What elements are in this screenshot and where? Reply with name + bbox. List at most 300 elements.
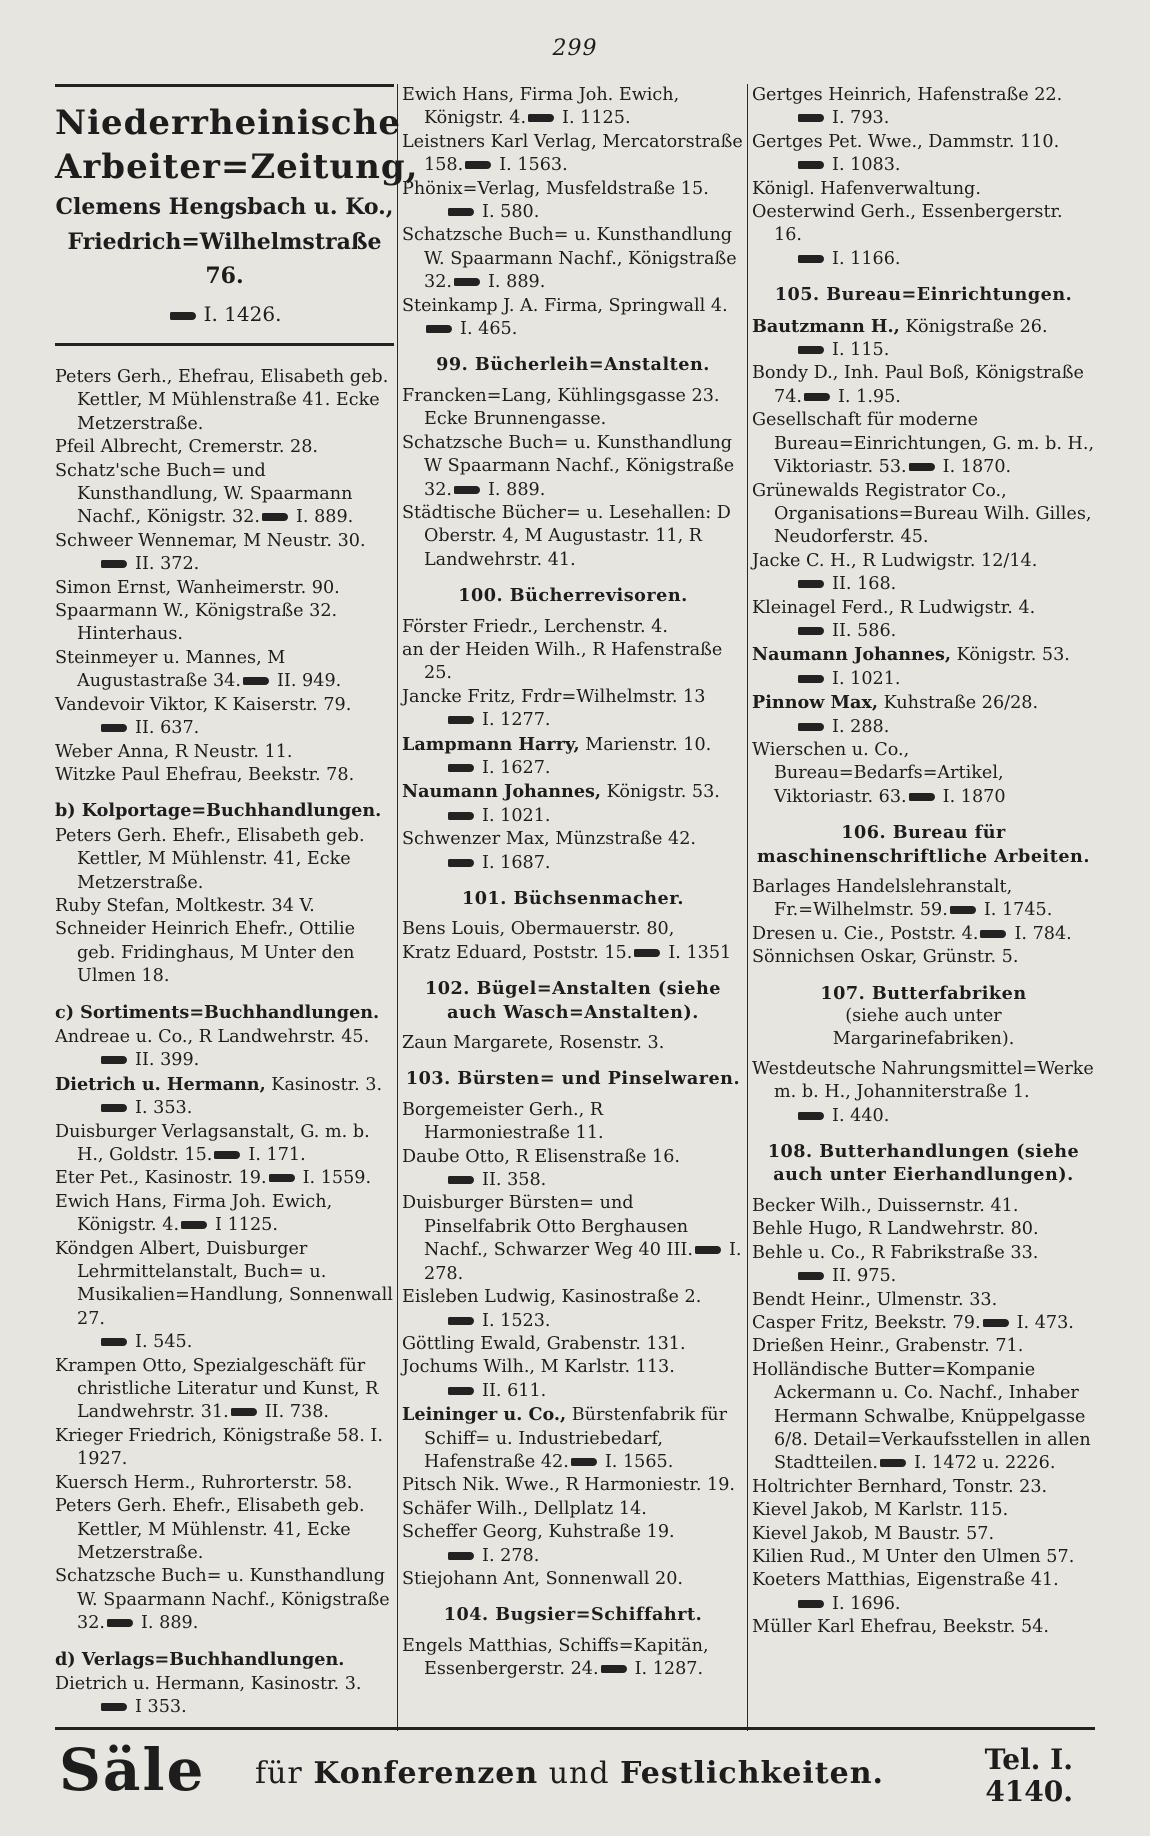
telephone-line — [424, 805, 744, 828]
entry-list — [402, 1032, 744, 1055]
ad-publisher: Clemens Hengsbach u. Ko., — [55, 194, 394, 220]
telephone-number: I. 473. — [1016, 1312, 1074, 1333]
entry-text: Dietrich u. Hermann, Kasinostr. 3. — [55, 1673, 362, 1694]
directory-entry — [55, 825, 394, 895]
hand-pointer-telephone-icon — [798, 346, 824, 354]
entry-text: Scheffer Georg, Kuhstraße 19. — [402, 1522, 675, 1543]
telephone-number: I. 171. — [248, 1145, 306, 1165]
directory-entry — [752, 643, 1095, 691]
entry-text: Behle Hugo, R Landwehrstr. 80. — [752, 1219, 1039, 1240]
entry-text: Müller Karl Ehefrau, Beekstr. 54. — [752, 1617, 1049, 1638]
hand-pointer-telephone-icon — [695, 1246, 721, 1254]
directory-entry — [752, 739, 1095, 809]
directory-entry — [55, 600, 394, 647]
directory-entry — [402, 1032, 744, 1055]
directory-entry — [402, 131, 744, 178]
section-heading-104: 104. Bugsier=Schiffahrt. — [443, 1604, 703, 1626]
entry-text: Bondy D., Inh. Paul Boß, Königstraße 74. — [752, 363, 1084, 407]
directory-entry — [402, 686, 744, 733]
hand-pointer-telephone-icon — [909, 793, 935, 801]
telephone-number: I. 1351 — [668, 942, 732, 963]
directory-entry — [55, 895, 394, 918]
telephone-line — [424, 1545, 744, 1568]
telephone-number: I. 440. — [832, 1105, 890, 1126]
entry-text: Kratz Eduard, Poststr. 15. — [402, 942, 633, 963]
directory-entry — [402, 828, 744, 875]
entry-list — [752, 315, 1095, 810]
entry-list — [55, 366, 394, 787]
entry-text: Zaun Margarete, Rosenstr. 3. — [402, 1033, 665, 1054]
entry-text: Ewich Hans, Firma Joh. Ewich, Königstr. 4. — [402, 85, 680, 129]
telephone-number: I. 793. — [832, 108, 890, 129]
directory-entry — [402, 1333, 744, 1356]
hand-pointer-telephone-icon — [571, 1458, 597, 1466]
telephone-number: I. 1627. — [482, 757, 551, 778]
hand-pointer-telephone-icon — [798, 723, 824, 731]
directory-entry — [402, 84, 744, 131]
telephone-line — [424, 201, 744, 224]
directory-entry — [752, 480, 1095, 550]
entry-text: Stiejohann Ant, Sonnenwall 20. — [402, 1568, 684, 1589]
directory-entry — [752, 691, 1095, 739]
directory-entry — [752, 1289, 1095, 1312]
telephone-number: II. 399. — [135, 1050, 200, 1071]
directory-entry — [752, 1242, 1095, 1289]
directory-entry — [55, 1026, 394, 1073]
entry-text: Becker Wilh., Duissernstr. 41. — [752, 1195, 1019, 1216]
directory-entry — [55, 1472, 394, 1495]
directory-entry — [752, 409, 1095, 479]
telephone-number: I. 353. — [135, 1098, 193, 1119]
entry-text: Peters Gerh. Ehefr., Elisabeth geb. Kettler, M Mühlenstr. 41, Ecke Metzerstraße. — [55, 1496, 365, 1563]
telephone-number: I. 1287. — [634, 1659, 704, 1680]
telephone-number: I. 465. — [460, 319, 518, 340]
telephone-number: I. 889. — [140, 1613, 199, 1634]
entry-text: Weber Anna, R Neustr. 11. — [55, 741, 293, 762]
entry-text: Schneider Heinrich Ehefr., Ottilie geb. Fridinghaus, M Unter den Ulmen 18. — [55, 919, 356, 987]
entry-text: Simon Ernst, Wanheimerstr. 90. — [55, 577, 340, 598]
column-rule-right — [747, 84, 748, 1731]
hand-pointer-telephone-icon — [448, 716, 474, 724]
telephone-line — [774, 154, 1095, 177]
directory-entry — [55, 1355, 394, 1425]
ad-title-line-1: Niederrheinische — [55, 103, 401, 143]
directory-entry — [402, 385, 744, 432]
entry-text: an der Heiden Wilh., R Hafenstraße 25. — [402, 639, 723, 684]
telephone-line — [77, 1696, 394, 1719]
entry-text: Köndgen Albert, Duisburger Lehrmittelanstalt, Buch= u. Musikalien=Handlung, Sonnenwall 27. — [55, 1238, 393, 1329]
directory-entry — [55, 366, 394, 436]
telephone-number: I. 1083. — [832, 155, 901, 176]
entry-text: Engels Matthias, Schiffs=Kapitän, Essenbergerstr. 24. — [402, 1635, 709, 1680]
entry-list — [752, 1195, 1095, 1640]
footer-tagline: für Konferenzen und Festlichkeiten. — [255, 1756, 884, 1791]
directory-entry — [402, 1356, 744, 1403]
section-heading-103: 103. Bürsten= und Pinselwaren. — [405, 1068, 741, 1090]
footer-telephone: Tel. I. 4140. — [984, 1743, 1073, 1808]
entry-text: Krieger Friedrich, Königstraße 58. I. 1927. — [55, 1425, 383, 1470]
telephone-number: I 353. — [135, 1697, 187, 1718]
directory-entry — [402, 295, 744, 342]
entry-list — [752, 1058, 1095, 1128]
directory-entry — [752, 1359, 1095, 1476]
telephone-number: I. 1745. — [983, 900, 1053, 921]
directory-entry — [752, 946, 1095, 969]
directory-entry — [55, 741, 394, 764]
telephone-line — [774, 1105, 1095, 1128]
directory-entry — [752, 1499, 1095, 1522]
hand-pointer-telephone-icon — [101, 1104, 127, 1112]
telephone-number: I. 1559. — [302, 1168, 372, 1189]
entry-text: Krampen Otto, Spezialgeschäft für christliche Literatur und Kunst, R Landwehrstr. 31. — [55, 1355, 379, 1423]
entry-text: Bendt Heinr., Ulmenstr. 33. — [752, 1289, 998, 1310]
telephone-number: I. 1472 u. 2226. — [914, 1453, 1056, 1474]
telephone-number: I. 115. — [832, 340, 890, 361]
entry-text: Pfeil Albrecht, Cremerstr. 28. — [55, 437, 318, 458]
telephone-number: I. 1166. — [832, 248, 901, 269]
entry-text: Steinkamp J. A. Firma, Springwall 4. — [402, 295, 728, 316]
telephone-number: I. 1523. — [482, 1310, 551, 1331]
telephone-number: I. 1277. — [482, 710, 551, 731]
column-2 — [402, 84, 744, 1682]
entry-text: Ewich Hans, Firma Joh. Ewich, Königstr. 4. — [55, 1191, 333, 1236]
directory-entry — [55, 436, 394, 459]
entry-text: Schatz'sche Buch= und Kunsthandlung, W. Spaarmann Nachf., Königstr. 32. — [55, 460, 353, 528]
entry-text: Borgemeister Gerh., R Harmoniestraße 11. — [402, 1099, 604, 1144]
entry-text: Holtrichter Bernhard, Tonstr. 23. — [752, 1476, 1048, 1497]
telephone-number: I. 1.95. — [837, 386, 901, 407]
telephone-line — [77, 717, 394, 740]
directory-entry — [752, 201, 1095, 271]
directory-entry — [55, 1425, 394, 1472]
telephone-number: II. 168. — [832, 574, 897, 595]
telephone-number: II. 372. — [135, 554, 200, 575]
ad-title-line-2: Arbeiter=Zeitung, — [55, 147, 419, 187]
directory-entry — [752, 597, 1095, 644]
entry-text: Westdeutsche Nahrungsmittel=Werke m. b. H., Johanniterstraße 1. — [752, 1058, 1094, 1103]
section-heading-99: 99. Bücherleih=Anstalten. — [436, 354, 710, 376]
entry-list — [752, 876, 1095, 970]
directory-entry — [402, 942, 744, 965]
entry-text: Drießen Heinr., Grabenstr. 71. — [752, 1336, 1024, 1357]
telephone-line — [774, 1265, 1095, 1288]
entry-text: Königl. Hafenverwaltung. — [752, 178, 981, 199]
hand-pointer-telephone-icon — [101, 1338, 127, 1346]
directory-entry — [55, 1073, 394, 1121]
hand-pointer-telephone-icon — [426, 325, 452, 333]
telephone-number: I. 889. — [487, 479, 546, 500]
telephone-line — [424, 852, 744, 875]
directory-entry — [752, 315, 1095, 363]
entry-text: Schatzsche Buch= u. Kunsthandlung W Spaarmann Nachf., Königstraße 32. — [402, 432, 735, 500]
entry-list — [55, 1673, 394, 1720]
directory-entry — [55, 764, 394, 787]
entry-list — [402, 1099, 744, 1592]
telephone-number: I. 580. — [482, 202, 540, 223]
telephone-line — [77, 553, 394, 576]
entry-text: Phönix=Verlag, Musfeldstraße 15. — [402, 178, 709, 199]
hand-pointer-telephone-icon — [798, 627, 824, 635]
directory-entry — [55, 647, 394, 694]
section-heading-101: 101. Büchsenmacher. — [461, 888, 685, 909]
telephone-number: II. 611. — [482, 1380, 547, 1401]
hand-pointer-telephone-icon — [269, 1174, 295, 1182]
hand-pointer-telephone-icon — [798, 580, 824, 588]
entry-text: Casper Fritz, Beekstr. 79. — [752, 1312, 981, 1333]
entry-text: Jacke C. H., R Ludwigstr. 12/14. — [752, 550, 1038, 571]
hand-pointer-telephone-icon — [101, 724, 127, 732]
entry-text: Daube Otto, R Elisenstraße 16. — [402, 1146, 680, 1167]
directory-entry — [402, 616, 744, 639]
entry-text: Andreae u. Co., R Landwehrstr. 45. — [55, 1026, 370, 1047]
hand-pointer-telephone-icon — [243, 677, 269, 685]
directory-entry — [402, 1498, 744, 1521]
entry-text: Peters Gerh., Ehefrau, Elisabeth geb. Kettler, M Mühlenstraße 41. Ecke Metzerstraße. — [55, 367, 389, 434]
entry-text: Schäfer Wilh., Dellplatz 14. — [402, 1498, 647, 1519]
hand-pointer-telephone-icon — [262, 513, 288, 521]
telephone-line — [77, 1097, 394, 1120]
telephone-line — [424, 709, 744, 732]
telephone-number: I. 288. — [832, 716, 890, 737]
entry-text: Jancke Fritz, Frdr=Wilhelmstr. 13 — [402, 686, 706, 707]
hand-pointer-telephone-icon — [454, 486, 480, 494]
entry-list — [402, 616, 744, 875]
telephone-number: II. 738. — [264, 1402, 329, 1423]
hand-pointer-telephone-icon — [528, 114, 554, 122]
directory-entry — [402, 1192, 744, 1286]
column-3 — [752, 84, 1095, 1640]
entry-text: Schatzsche Buch= u. Kunsthandlung W. Spaarmann Nachf., Königstraße 32. — [55, 1566, 390, 1634]
section-heading-108: 108. Butterhandlungen (siehe auch unter Eierhandlungen). — [767, 1141, 1080, 1186]
hand-pointer-telephone-icon — [880, 1459, 906, 1467]
entry-text: Duisburger Verlagsanstalt, G. m. b. H., Goldstr. 15. — [55, 1121, 370, 1165]
directory-entry — [752, 1312, 1095, 1335]
telephone-number: I. 1870. — [942, 457, 1012, 478]
telephone-number: I. 1696. — [832, 1593, 901, 1614]
entry-text: Duisburger Bürsten= und Pinselfabrik Otto Berghausen Nachf., Schwarzer Weg 40 III. — [402, 1193, 693, 1261]
directory-entry — [752, 550, 1095, 597]
telephone-number: I. 889. — [295, 507, 354, 528]
directory-entry — [752, 1195, 1095, 1218]
telephone-number: I. 784. — [1014, 923, 1072, 944]
telephone-number: I. 1563. — [499, 155, 568, 176]
hand-pointer-telephone-icon — [448, 1387, 474, 1395]
entry-text: Kleinagel Ferd., R Ludwigstr. 4. — [752, 597, 1036, 618]
telephone-number: I. 1870 — [942, 786, 1006, 807]
telephone-line — [774, 248, 1095, 271]
telephone-number: II. 358. — [482, 1170, 547, 1191]
entry-text: Dietrich u. Hermann, Kasinostr. 3. — [55, 1073, 383, 1095]
telephone-line — [424, 757, 744, 780]
hand-pointer-telephone-icon — [950, 906, 976, 914]
directory-entry — [752, 1058, 1095, 1128]
entry-text: Francken=Lang, Kühlingsgasse 23. Ecke Brunnengasse. — [402, 385, 720, 430]
column-rule-left — [397, 84, 398, 1731]
hand-pointer-telephone-icon — [101, 1703, 127, 1711]
directory-entry — [402, 918, 744, 941]
entry-text: Pinnow Max, Kuhstraße 26/28. — [752, 692, 1039, 714]
directory-entry — [402, 780, 744, 828]
telephone-number: I. 278. — [482, 1545, 540, 1566]
hand-pointer-telephone-icon — [909, 463, 935, 471]
hand-pointer-telephone-icon — [214, 1151, 240, 1159]
hand-pointer-telephone-icon — [798, 675, 824, 683]
entry-text: Jochums Wilh., M Karlstr. 113. — [402, 1357, 675, 1378]
entry-text: Leistners Karl Verlag, Mercatorstraße 158. — [402, 131, 743, 176]
telephone-number: I. 1021. — [482, 805, 551, 826]
directory-entry — [752, 1335, 1095, 1358]
entry-text: Naumann Johannes, Königstr. 53. — [402, 781, 720, 803]
hand-pointer-telephone-icon — [448, 208, 474, 216]
entry-text: Bautzmann H., Königstraße 26. — [752, 315, 1048, 337]
entry-text: Eter Pet., Kasinostr. 19. — [55, 1168, 267, 1189]
hand-pointer-telephone-icon — [107, 1619, 133, 1627]
directory-entry — [402, 502, 744, 572]
telephone-number: II. 949. — [276, 671, 342, 692]
section-heading-105: 105. Bureau=Einrichtungen. — [774, 284, 1073, 306]
directory-entry — [402, 1099, 744, 1146]
entry-text: Grünewalds Registrator Co., Organisations=Bureau Wilh. Gilles, Neudorferstr. 45. — [752, 480, 1092, 548]
entry-text: Koeters Matthias, Eigenstraße 41. — [752, 1570, 1059, 1591]
entry-text: Kilien Rud., M Unter den Ulmen 57. — [752, 1546, 1075, 1567]
directory-entry — [402, 639, 744, 686]
section-heading-102: 102. Bügel=Anstalten (siehe auch Wasch=Anstalten). — [425, 978, 721, 1023]
telephone-line — [774, 620, 1095, 643]
directory-entry — [402, 1146, 744, 1193]
hand-pointer-telephone-icon — [465, 161, 491, 169]
telephone-number: I. 1565. — [604, 1451, 674, 1472]
directory-entry — [752, 362, 1095, 409]
subsection-heading-d: d) Verlags=Buchhandlungen. — [55, 1648, 345, 1670]
directory-entry — [55, 1673, 394, 1720]
hand-pointer-telephone-icon — [454, 278, 480, 286]
telephone-line — [424, 1310, 744, 1333]
entry-list — [55, 825, 394, 989]
hand-pointer-telephone-icon — [181, 1221, 207, 1229]
directory-entry — [402, 733, 744, 781]
footer-headline: Säle — [59, 1736, 206, 1804]
section-subheading-107: (siehe auch unter Margarinefabriken). — [832, 1006, 1015, 1050]
directory-entry — [402, 1521, 744, 1568]
entry-text: Ruby Stefan, Moltkestr. 34 V. — [55, 895, 315, 916]
telephone-number: I 1125. — [215, 1215, 278, 1236]
directory-entry — [402, 1635, 744, 1682]
directory-entry — [752, 1616, 1095, 1639]
hand-pointer-telephone-icon — [170, 312, 196, 320]
directory-entry — [55, 530, 394, 577]
hand-pointer-telephone-icon — [798, 1600, 824, 1608]
directory-entry — [55, 577, 394, 600]
entry-text: Peters Gerh. Ehefr., Elisabeth geb. Kettler, M Mühlenstr. 41, Ecke Metzerstraße. — [55, 825, 365, 893]
directory-entry — [752, 876, 1095, 923]
telephone-line — [774, 339, 1095, 362]
entry-text: Gertges Heinrich, Hafenstraße 22. — [752, 85, 1063, 105]
entry-text: Dresen u. Cie., Poststr. 4. — [752, 923, 979, 944]
hand-pointer-telephone-icon — [798, 1112, 824, 1120]
entry-text: Göttling Ewald, Grabenstr. 131. — [402, 1333, 686, 1354]
directory-entry — [752, 923, 1095, 946]
directory-entry — [752, 1569, 1095, 1616]
directory-entry — [55, 694, 394, 741]
telephone-number: I. 889. — [487, 272, 546, 293]
hand-pointer-telephone-icon — [798, 114, 824, 122]
directory-entry — [55, 1121, 394, 1168]
telephone-number: I. 1021. — [832, 668, 901, 689]
directory-entry — [402, 1474, 744, 1497]
telephone-line — [774, 668, 1095, 691]
hand-pointer-telephone-icon — [448, 859, 474, 867]
directory-entry — [402, 178, 744, 225]
entry-text: Eisleben Ludwig, Kasinostraße 2. — [402, 1287, 702, 1308]
directory-entry — [752, 84, 1095, 131]
column-1 — [55, 84, 419, 1720]
directory-entry — [55, 1191, 394, 1238]
directory-entry — [55, 460, 394, 530]
directory-entry — [55, 1565, 394, 1635]
telephone-line — [77, 1331, 394, 1354]
directory-entry — [752, 1523, 1095, 1546]
telephone-number: I. 278. — [424, 1240, 742, 1284]
entry-text: Schwenzer Max, Münzstraße 42. — [402, 829, 697, 850]
telephone-line — [774, 107, 1095, 130]
entry-text: Lampmann Harry, Marienstr. 10. — [402, 733, 712, 755]
entry-text: Steinmeyer u. Mannes, M Augustastraße 34. — [55, 647, 286, 692]
entry-text: Holländische Butter=Kompanie Ackermann u. Co. Nachf., Inhaber Hermann Schwalbe, Knüppelgasse 6/8. Detail=Verkaufsstellen in allen Stadtteilen. — [752, 1359, 1091, 1474]
entry-list — [402, 1635, 744, 1682]
entry-text: Schweer Wennemar, M Neustr. 30. — [55, 530, 366, 551]
hand-pointer-telephone-icon — [634, 949, 660, 957]
directory-entry — [55, 918, 394, 988]
entry-text: Gertges Pet. Wwe., Dammstr. 110. — [752, 131, 1060, 152]
section-heading-106: 106. Bureau für maschinenschriftliche Arbeiten. — [757, 822, 1090, 867]
hand-pointer-telephone-icon — [448, 1552, 474, 1560]
entry-text: Witzke Paul Ehefrau, Beekstr. 78. — [55, 764, 355, 785]
entry-list — [402, 918, 744, 965]
entry-text: Förster Friedr., Lerchenstr. 4. — [402, 616, 668, 637]
telephone-line — [424, 1380, 744, 1403]
telephone-number: I. 1687. — [482, 852, 551, 873]
directory-entry — [752, 178, 1095, 201]
newspaper-advertisement — [55, 84, 419, 346]
directory-entry — [402, 1568, 744, 1591]
directory-entry — [55, 1167, 394, 1190]
entry-text: Leininger u. Co., Bürstenfabrik für Schiff= u. Industriebedarf, Hafenstraße 42. — [402, 1404, 728, 1472]
directory-entry — [752, 1476, 1095, 1499]
entry-text: Kuersch Herm., Ruhrorterstr. 58. — [55, 1472, 353, 1493]
hand-pointer-telephone-icon — [448, 812, 474, 820]
directory-entry — [55, 1238, 394, 1355]
entry-list — [402, 385, 744, 572]
hand-pointer-telephone-icon — [983, 1319, 1009, 1327]
entry-text: Bens Louis, Obermauerstr. 80, — [402, 919, 675, 940]
hand-pointer-telephone-icon — [231, 1408, 257, 1416]
entry-text: Schatzsche Buch= u. Kunsthandlung W. Spaarmann Nachf., Königstraße 32. — [402, 225, 737, 293]
telephone-number: II. 637. — [135, 718, 200, 739]
telephone-number: I. 545. — [135, 1332, 193, 1353]
entry-text: Oesterwind Gerh., Essenbergerstr. 16. — [752, 202, 1063, 246]
directory-entry — [55, 1495, 394, 1565]
directory-entry — [402, 1286, 744, 1333]
telephone-line — [774, 716, 1095, 739]
entry-text: Pitsch Nik. Wwe., R Harmoniestr. 19. — [402, 1475, 736, 1496]
telephone-line — [774, 573, 1095, 596]
entry-list — [752, 84, 1095, 271]
ad-address: Friedrich=Wilhelmstraße 76. — [67, 229, 382, 289]
page-number: 299 — [552, 36, 598, 61]
hand-pointer-telephone-icon — [101, 1056, 127, 1064]
hand-pointer-telephone-icon — [448, 764, 474, 772]
footer-advertisement — [55, 1727, 1095, 1818]
